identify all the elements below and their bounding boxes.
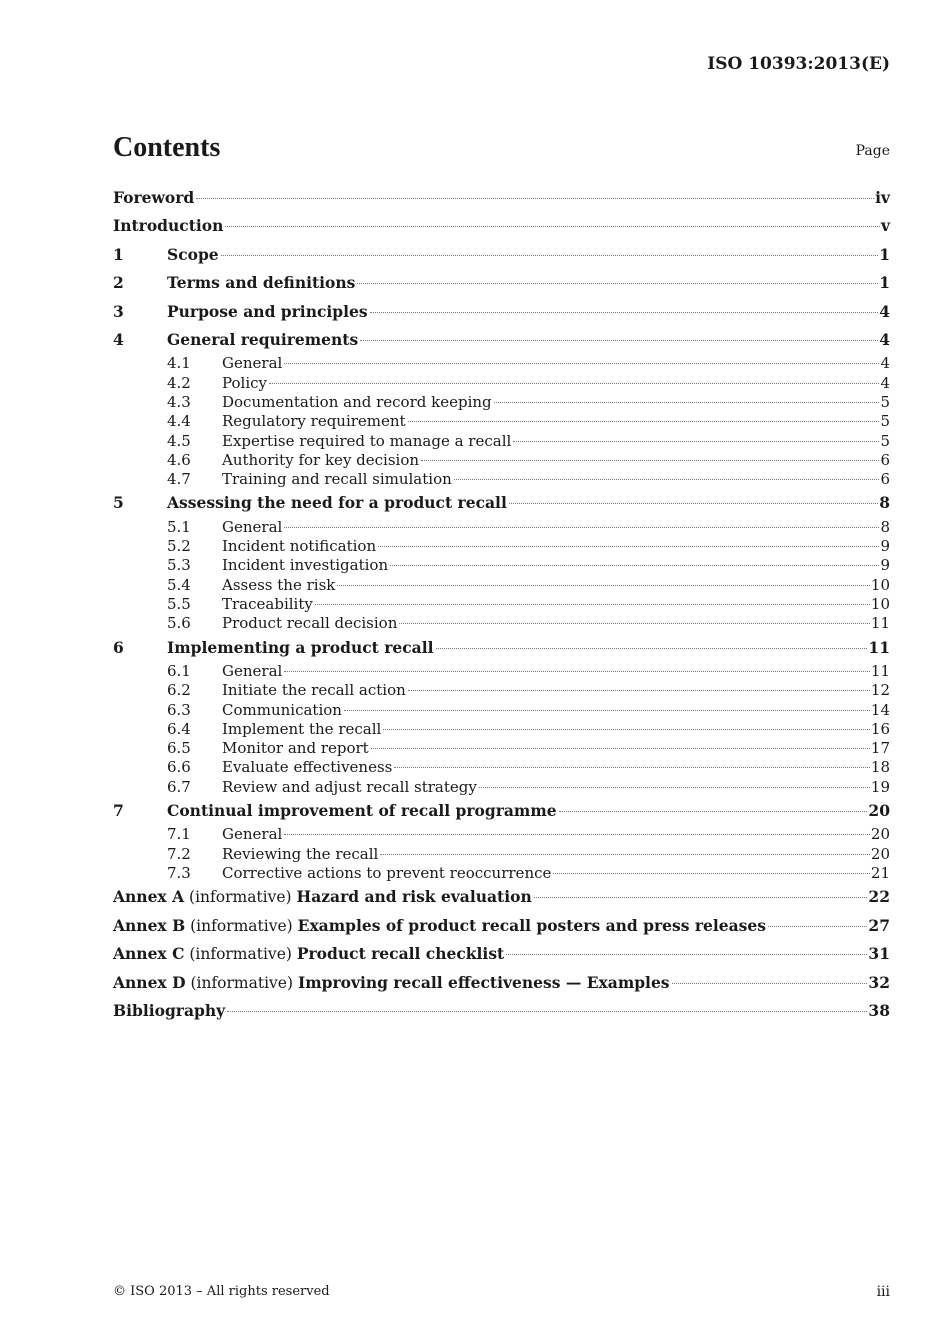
toc-entry-title: Incident notification bbox=[222, 537, 377, 556]
toc-subentry[interactable] bbox=[113, 537, 890, 556]
toc-entry-page: 38 bbox=[868, 1000, 890, 1020]
dot-leader bbox=[284, 527, 879, 528]
page-column-label: Page bbox=[855, 143, 890, 159]
toc-entry-title bbox=[113, 969, 670, 997]
toc-entry-number: 7.2 bbox=[167, 844, 191, 863]
annex-title: Hazard and risk evaluation bbox=[296, 887, 532, 907]
toc-entry-number: 5.3 bbox=[167, 556, 191, 575]
annex-note: (informative) bbox=[190, 973, 294, 992]
toc-entry-page: 5 bbox=[880, 412, 890, 431]
toc-entry-number: 5.1 bbox=[167, 517, 191, 536]
toc-entry-page: 32 bbox=[868, 972, 890, 992]
toc-entry-page: 5 bbox=[880, 392, 890, 411]
dot-leader bbox=[454, 479, 880, 480]
toc-entry-title: Evaluate effectiveness bbox=[222, 758, 393, 777]
toc-entry-page: 10 bbox=[870, 595, 890, 613]
dot-leader bbox=[408, 690, 870, 691]
toc-entry-title: General bbox=[222, 354, 283, 373]
toc-entry[interactable] bbox=[113, 634, 890, 662]
toc-entry-title bbox=[113, 912, 766, 940]
toc-entry-page: 31 bbox=[868, 944, 890, 964]
toc-subentry[interactable] bbox=[113, 595, 890, 614]
toc-entry-title: Assess the risk bbox=[222, 575, 336, 594]
dot-leader bbox=[380, 854, 870, 855]
toc-entry-title bbox=[113, 940, 504, 968]
dot-leader bbox=[227, 1011, 867, 1012]
dot-leader bbox=[394, 767, 870, 768]
toc-entry-title: Corrective actions to prevent reoccurrence bbox=[222, 864, 552, 883]
toc-entry-title: Policy bbox=[222, 373, 267, 392]
toc-entry-page: 4 bbox=[879, 329, 890, 349]
toc-entry-title: Communication bbox=[222, 700, 342, 719]
toc-entry[interactable] bbox=[113, 489, 890, 517]
annex-label: Annex B bbox=[113, 915, 186, 935]
dot-leader bbox=[344, 710, 870, 711]
toc-entry-number: 6 bbox=[113, 637, 124, 657]
dot-leader bbox=[768, 926, 867, 927]
toc-subentry[interactable] bbox=[113, 470, 890, 489]
dot-leader bbox=[421, 460, 879, 461]
toc-entry-number: 4.4 bbox=[167, 412, 191, 431]
dot-leader bbox=[284, 363, 879, 364]
toc-entry[interactable] bbox=[113, 797, 890, 825]
toc-entry-number: 5.4 bbox=[167, 575, 191, 594]
toc-entry[interactable] bbox=[113, 212, 890, 240]
dot-leader bbox=[221, 255, 879, 256]
toc-entry-title: Terms and definitions bbox=[167, 273, 356, 293]
toc-entry-title: Reviewing the recall bbox=[222, 844, 379, 863]
toc-entry-title: Training and recall simulation bbox=[222, 470, 452, 489]
toc-subentry[interactable] bbox=[113, 778, 890, 797]
toc-entry-title: Implementing a product recall bbox=[167, 637, 434, 657]
toc-subentry[interactable] bbox=[113, 412, 890, 431]
toc-entry-page: 10 bbox=[870, 575, 890, 594]
toc-subentry[interactable] bbox=[113, 662, 890, 681]
toc-entry-title: Scope bbox=[167, 244, 219, 264]
toc-entry[interactable] bbox=[113, 184, 890, 212]
toc-entry-title: General bbox=[222, 517, 283, 536]
toc-subentry[interactable] bbox=[113, 451, 890, 470]
toc-entry-page: v bbox=[880, 216, 890, 236]
toc-entry-number: 6.5 bbox=[167, 739, 191, 758]
toc-entry-number: 7 bbox=[113, 801, 124, 821]
toc-subentry[interactable] bbox=[113, 576, 890, 595]
toc-subentry[interactable] bbox=[113, 845, 890, 864]
toc-entry[interactable] bbox=[113, 997, 890, 1025]
toc-entry-page: 20 bbox=[870, 825, 890, 844]
toc-entry-title: General requirements bbox=[167, 329, 359, 349]
table-of-contents bbox=[113, 184, 890, 1025]
toc-entry-page: 16 bbox=[870, 719, 890, 738]
toc-entry-title: Assessing the need for a product recall bbox=[167, 493, 507, 513]
dot-leader bbox=[553, 873, 870, 874]
toc-entry-title: Initiate the recall action bbox=[222, 681, 406, 700]
dot-leader bbox=[284, 671, 870, 672]
toc-entry-page: 1 bbox=[879, 244, 890, 264]
toc-entry-page: 17 bbox=[870, 739, 890, 758]
toc-entry-page: iv bbox=[875, 188, 890, 207]
dot-leader bbox=[383, 729, 870, 730]
toc-entry-title: Review and adjust recall strategy bbox=[222, 777, 477, 796]
dot-leader bbox=[506, 954, 867, 955]
toc-entry-number: 5.2 bbox=[167, 537, 191, 556]
toc-entry-number: 6.6 bbox=[167, 758, 191, 777]
toc-entry-title bbox=[113, 883, 532, 911]
toc-entry-number: 6.2 bbox=[167, 681, 191, 700]
toc-entry-title: Monitor and report bbox=[222, 739, 369, 758]
toc-entry-title: Incident investigation bbox=[222, 556, 389, 575]
toc-entry-number: 5 bbox=[113, 493, 124, 513]
toc-entry-page: 22 bbox=[868, 887, 890, 907]
toc-entry-page: 19 bbox=[870, 777, 890, 796]
toc-entry-page: 11 bbox=[868, 637, 890, 657]
toc-entry-title: Implement the recall bbox=[222, 719, 382, 738]
toc-entry-title: Authority for key decision bbox=[222, 450, 420, 469]
annex-title: Improving recall effectiveness — Examples bbox=[297, 972, 670, 992]
toc-entry-number: 4.2 bbox=[167, 373, 191, 392]
toc-entry[interactable] bbox=[113, 298, 890, 326]
toc-entry-page: 27 bbox=[868, 915, 890, 935]
dot-leader bbox=[371, 748, 870, 749]
toc-subentry[interactable] bbox=[113, 556, 890, 575]
toc-entry-page: 11 bbox=[870, 614, 890, 633]
toc-entry-number: 5.5 bbox=[167, 595, 191, 613]
toc-subentry[interactable] bbox=[113, 739, 890, 758]
dot-leader bbox=[269, 383, 879, 384]
toc-entry-title: General bbox=[222, 825, 283, 844]
document-id: ISO 10393:2013(E) bbox=[707, 54, 890, 74]
toc-entry-title: Regulatory requirement bbox=[222, 412, 406, 431]
toc-annex-entry[interactable] bbox=[113, 883, 890, 911]
toc-entry-page: 11 bbox=[870, 661, 890, 680]
toc-subentry[interactable] bbox=[113, 614, 890, 633]
annex-title: Examples of product recall posters and press releases bbox=[297, 915, 766, 935]
toc-entry-number: 7.3 bbox=[167, 864, 191, 883]
toc-entry-title: Continual improvement of recall programme bbox=[167, 801, 557, 821]
toc-annex-entry[interactable] bbox=[113, 969, 890, 997]
annex-label: Annex D bbox=[113, 972, 186, 992]
toc-subentry[interactable] bbox=[113, 354, 890, 373]
toc-entry-number: 5.6 bbox=[167, 614, 191, 633]
toc-subentry[interactable] bbox=[113, 720, 890, 739]
toc-entry-page: 20 bbox=[870, 844, 890, 863]
toc-entry-page: 8 bbox=[879, 493, 890, 513]
dot-leader bbox=[225, 226, 880, 227]
toc-subentry[interactable] bbox=[113, 518, 890, 537]
dot-leader bbox=[284, 834, 870, 835]
page-number: iii bbox=[876, 1284, 890, 1300]
toc-subentry[interactable] bbox=[113, 825, 890, 844]
toc-entry-page: 4 bbox=[879, 301, 890, 321]
toc-entry-page: 18 bbox=[870, 758, 890, 777]
toc-entry-title: Product recall decision bbox=[222, 614, 398, 633]
dot-leader bbox=[513, 441, 879, 442]
toc-entry-number: 6.1 bbox=[167, 661, 191, 680]
toc-entry-title: Purpose and principles bbox=[167, 301, 368, 321]
dot-leader bbox=[494, 402, 880, 403]
annex-label: Annex A bbox=[113, 887, 185, 907]
dot-leader bbox=[378, 546, 879, 547]
dot-leader bbox=[534, 897, 868, 898]
toc-subentry[interactable] bbox=[113, 393, 890, 412]
toc-entry-number: 4 bbox=[113, 329, 124, 349]
toc-subentry[interactable] bbox=[113, 758, 890, 777]
toc-entry-page: 20 bbox=[868, 801, 890, 821]
toc-entry[interactable] bbox=[113, 269, 890, 297]
dot-leader bbox=[672, 983, 868, 984]
toc-subentry[interactable] bbox=[113, 374, 890, 393]
toc-entry-number: 4.7 bbox=[167, 470, 191, 489]
toc-entry-number: 4.3 bbox=[167, 392, 191, 411]
toc-subentry[interactable] bbox=[113, 864, 890, 883]
toc-entry-number: 4.5 bbox=[167, 431, 191, 450]
toc-entry-number: 6.7 bbox=[167, 777, 191, 796]
toc-entry-page: 5 bbox=[880, 431, 890, 450]
annex-note: (informative) bbox=[189, 888, 292, 907]
toc-entry-page: 6 bbox=[880, 450, 890, 469]
toc-entry-page: 8 bbox=[880, 517, 890, 536]
toc-entry-page: 14 bbox=[870, 700, 890, 719]
toc-entry-number: 4.6 bbox=[167, 450, 191, 469]
toc-entry[interactable] bbox=[113, 326, 890, 354]
page-title: Contents bbox=[113, 132, 221, 163]
toc-subentry[interactable] bbox=[113, 681, 890, 700]
toc-entry-page: 12 bbox=[870, 681, 890, 700]
toc-entry-page: 4 bbox=[880, 373, 890, 392]
dot-leader bbox=[559, 811, 868, 812]
dot-leader bbox=[399, 623, 870, 624]
copyright-notice: © ISO 2013 – All rights reserved bbox=[113, 1284, 330, 1299]
dot-leader bbox=[196, 198, 874, 199]
toc-entry-title: Foreword bbox=[113, 188, 195, 207]
dot-leader bbox=[436, 648, 868, 649]
annex-note: (informative) bbox=[189, 945, 292, 964]
toc-entry-title: Bibliography bbox=[113, 1000, 226, 1020]
toc-entry-number: 3 bbox=[113, 301, 124, 321]
annex-title: Product recall checklist bbox=[296, 944, 505, 964]
toc-entry-number: 6.4 bbox=[167, 719, 191, 738]
toc-annex-entry[interactable] bbox=[113, 912, 890, 940]
toc-entry-title: Expertise required to manage a recall bbox=[222, 431, 512, 450]
annex-label: Annex C bbox=[113, 944, 185, 964]
toc-entry-page: 6 bbox=[880, 470, 890, 489]
toc-entry-number: 6.3 bbox=[167, 700, 191, 719]
toc-annex-entry[interactable] bbox=[113, 940, 890, 968]
toc-entry-page: 9 bbox=[880, 556, 890, 575]
toc-entry-page: 9 bbox=[880, 537, 890, 556]
dot-leader bbox=[360, 340, 878, 341]
annex-note: (informative) bbox=[190, 916, 293, 935]
toc-entry-title: General bbox=[222, 661, 283, 680]
dot-leader bbox=[479, 787, 870, 788]
toc-entry-page: 21 bbox=[870, 864, 890, 883]
toc-entry-number: 4.1 bbox=[167, 354, 191, 373]
toc-entry-page: 1 bbox=[879, 273, 890, 293]
dot-leader bbox=[509, 503, 878, 504]
dot-leader bbox=[408, 421, 880, 422]
dot-leader bbox=[390, 565, 879, 566]
dot-leader bbox=[370, 312, 879, 313]
toc-entry-title: Traceability bbox=[222, 595, 313, 613]
toc-subentry[interactable] bbox=[113, 701, 890, 720]
dot-leader bbox=[315, 604, 870, 605]
toc-entry-number: 1 bbox=[113, 244, 124, 264]
toc-entry-title: Introduction bbox=[113, 216, 224, 236]
toc-entry[interactable] bbox=[113, 241, 890, 269]
toc-entry-title: Documentation and record keeping bbox=[222, 392, 492, 411]
dot-leader bbox=[357, 283, 878, 284]
toc-entry-number: 7.1 bbox=[167, 825, 191, 844]
toc-entry-page: 4 bbox=[880, 354, 890, 373]
toc-subentry[interactable] bbox=[113, 432, 890, 451]
toc-entry-number: 2 bbox=[113, 273, 124, 293]
dot-leader bbox=[337, 585, 870, 586]
